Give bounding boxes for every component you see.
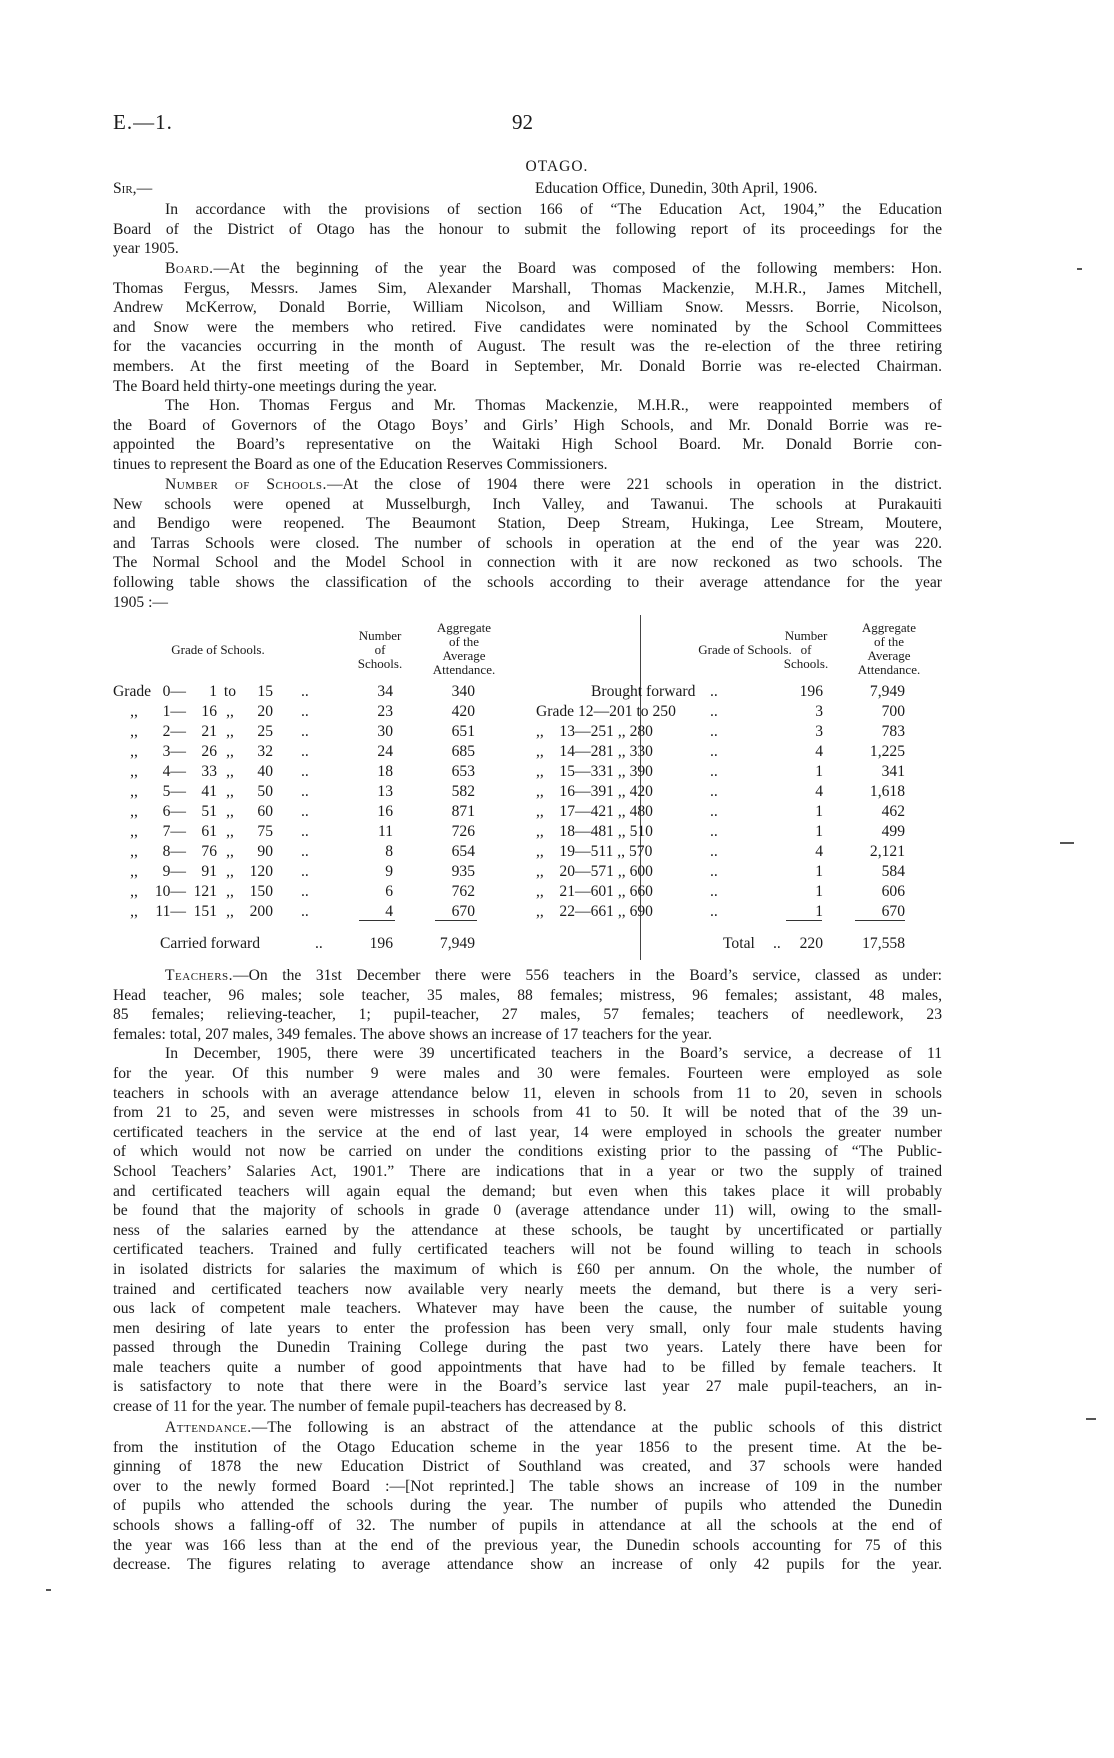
text-line: for the vacancies occurring in the month of August. The result was the re-election of the three retiring: [113, 338, 942, 356]
header-text: of: [800, 642, 812, 657]
attendance-section: [113, 1418, 942, 1575]
board-heading: Board.: [165, 260, 214, 277]
grade-number: 11—: [155, 903, 186, 920]
leader-dots: ..: [710, 803, 718, 820]
grade-range-label: ,, 15—331 ,, 390: [536, 763, 653, 780]
leader-dots: ..: [301, 743, 309, 760]
grade-range-label: ,, 17—421 ,, 480: [536, 803, 653, 820]
range-to-word: ,,: [226, 883, 234, 900]
text-line: in isolated districts for salaries the maximum of which is £60 per annum. On the whole, the number of: [113, 1260, 942, 1278]
text-line: passed through the Dunedin Training College during the past two years. Lately there have been for: [113, 1339, 942, 1357]
grade-word: ,,: [130, 763, 138, 780]
document-reference: E.—1.: [113, 110, 173, 134]
table-row-right: [113, 803, 942, 823]
grade-range-label: ,, 13—251 ,, 280: [536, 723, 653, 740]
leader-dots: ..: [301, 703, 309, 720]
header-text: Number: [784, 628, 828, 643]
header-text: Average: [442, 648, 486, 663]
grade-word: ,,: [130, 843, 138, 860]
table-row-right: [113, 883, 942, 903]
leader-dots: ..: [710, 863, 718, 880]
schools-line-0: —At the close of 1904 there were 221 schools in operation in the district.: [326, 476, 942, 493]
text-line: be found that the majority of schools in grade 0 (average attendance under 11) will, owing to the small-: [113, 1202, 942, 1220]
text-line: School Teachers’ Salaries Act, 1901.” There are indications that in a year or two the supply of trained: [113, 1162, 942, 1180]
text-line: The Board held thirty-one meetings during the year.: [113, 377, 437, 395]
total-aggregate: 17,558: [862, 935, 905, 952]
range-from: 33: [201, 763, 217, 780]
number-of-schools: 4: [815, 783, 823, 800]
aggregate-attendance: 762: [451, 883, 475, 900]
range-to: 15: [257, 683, 273, 700]
grade-range-label: Brought forward: [591, 683, 696, 700]
leader-dots: ..: [710, 883, 718, 900]
total-number: 220: [799, 935, 823, 952]
grade-word: ,,: [130, 823, 138, 840]
range-from: 51: [201, 803, 217, 820]
table-row-right: [113, 683, 942, 703]
text-line: year 1905.: [113, 240, 179, 258]
number-of-schools: 4: [815, 743, 823, 760]
range-from: 16: [201, 703, 217, 720]
range-from: 91: [201, 863, 217, 880]
text-line: [113, 475, 942, 495]
text-line: certificated teachers in the service at the end of last year, 14 were employed in schools the greater number: [113, 1123, 942, 1141]
aggregate-attendance: 1,225: [869, 743, 905, 760]
text-line: [113, 1418, 942, 1438]
range-to-word: ,,: [226, 763, 234, 780]
range-to: 25: [257, 723, 273, 740]
leader-dots: ..: [301, 863, 309, 880]
aggregate-attendance: 420: [451, 703, 475, 720]
aggregate-attendance: 340: [451, 683, 475, 700]
text-line: ginning of 1878 the new Education District of Southland was created, and 37 schools were handed: [113, 1458, 942, 1476]
aggregate-attendance: 685: [451, 743, 475, 760]
header-grade-left: Grade of Schools.: [171, 642, 265, 657]
text-line: The Hon. Thomas Fergus and Mr. Thomas Mackenzie, M.H.R., were reappointed members of: [165, 397, 942, 415]
aggregate-attendance: 654: [451, 843, 475, 860]
aggregate-attendance: 582: [451, 783, 475, 800]
leader-dots: ..: [710, 703, 718, 720]
header-text: Aggregate: [861, 620, 917, 635]
number-of-schools: 4: [385, 903, 393, 920]
grade-range-label: ,, 18—481 ,, 510: [536, 823, 653, 840]
text-line: trained and certificated teachers now available very nearly meets the demand, but there is a very seri-: [113, 1280, 942, 1298]
range-from: 61: [201, 823, 217, 840]
leader-dots: ..: [710, 683, 718, 700]
number-of-schools: 34: [377, 683, 393, 700]
text-line: crease of 11 for the year. The number of female pupil-teachers has decreased by 8.: [113, 1398, 627, 1416]
range-to: 40: [257, 763, 273, 780]
text-line: and Bendigo were reopened. The Beaumont Station, Deep Stream, Hukinga, Lee Stream, Moutere,: [113, 515, 942, 533]
number-of-schools: 13: [377, 783, 393, 800]
scan-speck: [46, 1589, 51, 1591]
grade-number: 5—: [162, 783, 186, 800]
aggregate-attendance: 651: [451, 723, 475, 740]
range-to-word: ,,: [226, 783, 234, 800]
range-from: 1: [209, 683, 217, 700]
text-line: for the year. Of this number 9 were males and 30 were females. Fourteen were employed as sole: [113, 1064, 942, 1082]
attendance-line-0: —The following is an abstract of the attendance at the public schools of this district: [251, 1419, 942, 1436]
table-row-right: [113, 703, 942, 723]
range-to: 32: [257, 743, 273, 760]
text-line: 85 females; relieving-teacher, 1; pupil-teacher, 27 males, 57 females; teachers of needlework, 23: [113, 1006, 942, 1024]
grade-number: 4—: [162, 763, 186, 780]
leader-dots: ..: [301, 783, 309, 800]
range-to: 75: [257, 823, 273, 840]
table-row-right: [113, 863, 942, 883]
text-line: appointed the Board’s representative on the Waitaki High School Board. Mr. Donald Borrie con-: [113, 436, 942, 454]
number-of-schools: 8: [385, 843, 393, 860]
range-from: 41: [201, 783, 217, 800]
range-to: 150: [249, 883, 273, 900]
carried-forward-aggregate: 7,949: [439, 935, 475, 952]
salutation: Sir,—: [113, 180, 153, 197]
aggregate-attendance: 670: [881, 903, 905, 920]
range-to: 60: [257, 803, 273, 820]
text-line: 1905 :—: [113, 593, 169, 611]
number-of-schools: 3: [815, 703, 823, 720]
leader-dots: ..: [301, 803, 309, 820]
page-number: 92: [512, 110, 533, 134]
text-line: members. At the first meeting of the Board in September, Mr. Donald Borrie was re-elected Chairman.: [113, 357, 942, 375]
header-aggregate-left: [418, 621, 510, 677]
text-line: females: total, 207 males, 349 females. The above shows an increase of 17 teachers for the year.: [113, 1025, 712, 1043]
text-line: Thomas Fergus, Messrs. James Sim, Alexander Marshall, Thomas Mackenzie, M.H.R., James Mitchell,: [113, 279, 942, 297]
grade-range-label: ,, 14—281 ,, 330: [536, 743, 653, 760]
total-rule: [786, 920, 822, 921]
text-line: decrease. The figures relating to average attendance show an increase of only 42 pupils for the year.: [113, 1556, 942, 1574]
number-of-schools: 4: [815, 843, 823, 860]
text-line: teachers in schools with an average attendance below 11, eleven in schools from 11 to 20, seven in schools: [113, 1084, 942, 1102]
teachers-heading: Teachers.: [165, 967, 234, 984]
grade-word: ,,: [130, 703, 138, 720]
total-rule: [435, 920, 477, 921]
range-from: 151: [193, 903, 217, 920]
header-grade-right: Grade of Schools.: [698, 642, 792, 657]
range-to: 50: [257, 783, 273, 800]
grade-word: ,,: [130, 863, 138, 880]
number-of-schools: 30: [377, 723, 393, 740]
grade-word: ,,: [130, 723, 138, 740]
text-line: [113, 966, 942, 986]
board-section: [113, 259, 942, 475]
intro-paragraph: [113, 200, 942, 259]
range-from: 21: [201, 723, 217, 740]
teachers-section: [113, 966, 942, 1417]
text-line: The Normal School and the Model School in connection with it are now reckoned as two schools. The: [113, 554, 942, 572]
header-text: Aggregate: [436, 620, 492, 635]
number-of-schools: 18: [377, 763, 393, 780]
grade-number: 9—: [162, 863, 186, 880]
grade-range-label: ,, 16—391 ,, 420: [536, 783, 653, 800]
leader-dots: ..: [710, 763, 718, 780]
aggregate-attendance: 584: [881, 863, 905, 880]
leader-dots: ..: [301, 903, 309, 920]
leader-dots: ..: [710, 723, 718, 740]
aggregate-attendance: 871: [451, 803, 475, 820]
text-line: is satisfactory to note that there were in the Board’s service last year 27 male pupil-teachers, an in-: [113, 1378, 942, 1396]
header-text: Attendance.: [857, 662, 921, 677]
header-text: of: [374, 642, 386, 657]
total-rule: [855, 920, 905, 921]
leader-dots: ..: [301, 843, 309, 860]
text-line: ous lack of competent male teachers. Whatever may have been the cause, the number of suitable young: [113, 1300, 942, 1318]
header-number-left: [345, 629, 415, 671]
aggregate-attendance: 462: [881, 803, 905, 820]
number-of-schools: 9: [385, 863, 393, 880]
text-line: and Tarras Schools were closed. The number of schools in operation at the end of the year was 220.: [113, 534, 942, 552]
attendance-heading: Attendance.: [165, 1419, 252, 1436]
grade-number: 3—: [162, 743, 186, 760]
range-from: 26: [201, 743, 217, 760]
grade-number: 7—: [162, 823, 186, 840]
number-of-schools: 16: [377, 803, 393, 820]
leader-dots: ..: [301, 723, 309, 740]
grade-number: 10—: [154, 883, 186, 900]
leader-dots: ..: [710, 743, 718, 760]
range-to-word: ,,: [226, 863, 234, 880]
grade-range-label: ,, 21—601 ,, 660: [536, 883, 653, 900]
aggregate-attendance: 670: [451, 903, 475, 920]
table-row-right: [113, 843, 942, 863]
aggregate-attendance: 499: [881, 823, 905, 840]
number-of-schools: 1: [815, 803, 823, 820]
text-line: male teachers quite a number of good appointments that have had to be filled by female teachers. It: [113, 1358, 942, 1376]
header-text: Average: [867, 648, 911, 663]
text-line: Head teacher, 96 males; sole teacher, 35 males, 88 females; mistress, 96 females; assistant, 48 males,: [113, 986, 942, 1004]
number-of-schools: 23: [377, 703, 393, 720]
grade-range-label: ,, 19—511 ,, 570: [536, 843, 653, 860]
grade-word: ,,: [130, 743, 138, 760]
number-of-schools: 1: [815, 823, 823, 840]
aggregate-attendance: 7,949: [869, 683, 905, 700]
header-text: Number: [358, 628, 402, 643]
grade-range-label: Grade 12—201 to 250: [536, 703, 676, 720]
carried-forward-label: Carried forward: [160, 935, 261, 952]
aggregate-attendance: 2,121: [869, 843, 905, 860]
text-line: Andrew McKerrow, Donald Borrie, William Nicolson, and William Snow. Messrs. Borrie, Nicolson,: [113, 299, 942, 317]
range-to-word: ,,: [226, 903, 234, 920]
leader-dots: ..: [773, 935, 781, 952]
table-row-right: [113, 783, 942, 803]
text-line: and Snow were the members who retired. Five candidates were nominated by the School Committees: [113, 318, 942, 336]
grade-number: 8—: [162, 843, 186, 860]
text-line: tinues to represent the Board as one of the Education Reserves Commissioners.: [113, 455, 608, 473]
range-to-word: to: [223, 683, 237, 700]
leader-dots: ..: [315, 935, 323, 952]
total-label: Total: [723, 935, 755, 952]
header-text: Schools.: [357, 656, 403, 671]
grade-number: 0—: [162, 683, 186, 700]
range-to: 200: [249, 903, 273, 920]
table-row-right: [113, 723, 942, 743]
section-title: OTAGO.: [525, 158, 589, 175]
schools-section: [113, 475, 942, 612]
aggregate-attendance: 783: [881, 723, 905, 740]
table-row-right: [113, 743, 942, 763]
text-line: [113, 259, 942, 279]
schools-heading: Number of Schools.: [165, 476, 327, 493]
range-from: 121: [193, 883, 217, 900]
text-line: In December, 1905, there were 39 uncertificated teachers in the Board’s service, a decrease of 11: [165, 1045, 942, 1063]
grade-word: ,,: [130, 883, 138, 900]
grade-word: Grade: [113, 683, 152, 700]
range-to: 90: [257, 843, 273, 860]
range-to-word: ,,: [226, 843, 234, 860]
total-rule: [359, 920, 395, 921]
text-line: over to the newly formed Board :—[Not reprinted.] The table shows an increase of 109 in the number: [113, 1477, 942, 1495]
range-to: 120: [249, 863, 273, 880]
number-of-schools: 1: [815, 883, 823, 900]
text-line: men desiring of late years to enter the profession has been very small, only four male students having: [113, 1319, 942, 1337]
leader-dots: ..: [301, 683, 309, 700]
aggregate-attendance: 1,618: [869, 783, 905, 800]
table-row-right: [113, 763, 942, 783]
text-line: from the institution of the Otago Education scheme in the year 1856 to the present time. At the be-: [113, 1438, 942, 1456]
grade-word: ,,: [130, 903, 138, 920]
text-line: of which would not now be carried on under the conditions existing prior to the passing of “The Public-: [113, 1143, 942, 1161]
scan-speck: [1077, 268, 1082, 270]
text-line: In accordance with the provisions of section 166 of “The Education Act, 1904,” the Education: [165, 201, 942, 218]
text-line: of pupils who attended the schools during the year. The number of pupils who attended the Dunedin: [113, 1497, 942, 1515]
grade-number: 6—: [162, 803, 186, 820]
scan-speck: [1086, 1418, 1096, 1420]
number-of-schools: 24: [377, 743, 393, 760]
aggregate-attendance: 935: [451, 863, 475, 880]
grade-word: ,,: [130, 803, 138, 820]
aggregate-attendance: 606: [881, 883, 905, 900]
number-of-schools: 196: [799, 683, 823, 700]
range-to-word: ,,: [226, 803, 234, 820]
text-line: New schools were opened at Musselburgh, Inch Valley, and Tawanui. The schools at Purakauiti: [113, 495, 942, 513]
leader-dots: ..: [301, 823, 309, 840]
range-to-word: ,,: [226, 743, 234, 760]
aggregate-attendance: 700: [881, 703, 905, 720]
board-line-0: —At the beginning of the year the Board was composed of the following members: Hon.: [213, 260, 942, 277]
header-text: Attendance.: [432, 662, 496, 677]
leader-dots: ..: [301, 883, 309, 900]
number-of-schools: 6: [385, 883, 393, 900]
number-of-schools: 1: [815, 903, 823, 920]
header-text: Schools.: [783, 656, 829, 671]
header-text: of the: [874, 634, 904, 649]
dateline: Education Office, Dunedin, 30th April, 1906.: [535, 180, 818, 197]
header-aggregate-right: [843, 621, 935, 677]
leader-dots: ..: [710, 823, 718, 840]
leader-dots: ..: [710, 783, 718, 800]
number-of-schools: 11: [377, 823, 393, 840]
range-to-word: ,,: [226, 703, 234, 720]
number-of-schools: 1: [815, 863, 823, 880]
text-line: from 21 to 25, and seven were mistresses in schools from 41 to 50. It will be noted that of the 39 un-: [113, 1104, 942, 1122]
range-from: 76: [201, 843, 217, 860]
table-row-right: [113, 823, 942, 843]
scan-speck: [1060, 842, 1074, 844]
text-line: schools shows a falling-off of 32. The number of pupils in attendance at all the schools at the end of: [113, 1516, 942, 1534]
grade-range-label: ,, 22—661 ,, 690: [536, 903, 653, 920]
header-text: of the: [449, 634, 479, 649]
aggregate-attendance: 341: [881, 763, 905, 780]
leader-dots: ..: [301, 763, 309, 780]
schools-classification-table: [113, 615, 942, 960]
number-of-schools: 3: [815, 723, 823, 740]
text-line: the year was 166 less than at the end of the previous year, the Dunedin schools accounting for 75 of this: [113, 1536, 942, 1554]
aggregate-attendance: 653: [451, 763, 475, 780]
teachers-line-0: —On the 31st December there were 556 teachers in the Board’s service, classed as under:: [233, 967, 942, 984]
text-line: ness of the salaries earned by the attendance at these schools, be taught by uncertificated or partially: [113, 1221, 942, 1239]
grade-number: 2—: [162, 723, 186, 740]
grade-word: ,,: [130, 783, 138, 800]
header-number-right: [771, 629, 841, 671]
leader-dots: ..: [710, 903, 718, 920]
text-line: and certificated teachers will again equal the demand; but even when this takes place it will probably: [113, 1182, 942, 1200]
text-line: following table shows the classification of the schools according to their average attendance for the year: [113, 573, 942, 591]
aggregate-attendance: 726: [451, 823, 475, 840]
table-total-row: [113, 935, 942, 955]
leader-dots: ..: [710, 843, 718, 860]
range-to-word: ,,: [226, 823, 234, 840]
range-to: 20: [257, 703, 273, 720]
text-line: Board of the District of Otago has the honour to submit the following report of its proceedings for the: [113, 220, 942, 238]
carried-forward-number: 196: [369, 935, 393, 952]
text-line: the Board of Governors of the Otago Boys’ and Girls’ High Schools, and Mr. Donald Borrie was re-: [113, 416, 942, 434]
range-to-word: ,,: [226, 723, 234, 740]
grade-range-label: ,, 20—571 ,, 600: [536, 863, 653, 880]
grade-number: 1—: [162, 703, 186, 720]
text-line: certificated teachers. Trained and fully certificated teachers will not be found willing to teach in schools: [113, 1241, 942, 1259]
number-of-schools: 1: [815, 763, 823, 780]
